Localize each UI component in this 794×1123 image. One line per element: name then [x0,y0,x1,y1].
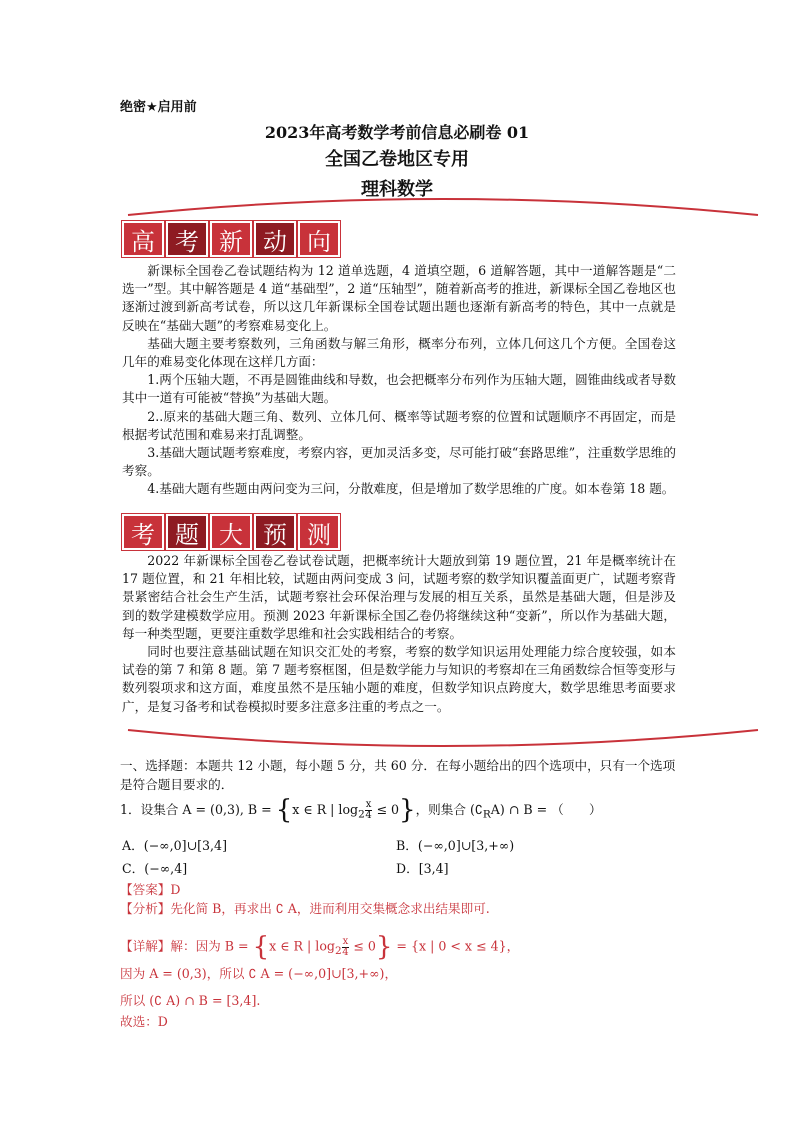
exam-title: 2023年高考数学考前信息必刷卷 01 [264,123,530,142]
fraction: $\frac{x}{4}$ [365,799,372,821]
detail-line-2: 因为 A = (0,3)，所以 ∁ A = (−∞,0]∪[3,+∞)， [120,966,398,981]
analysis-text: 先化简 B，再求出 ∁ A，进而利用交集概念求出结果即可. [170,901,490,916]
paragraph: 2..原来的基础大题三角、数列、立体几何、概率等试题考察的位置和试题顺序不再固定，而是根据考试范围和难易来打乱调整。 [122,408,676,442]
paragraph: 4.基础大题有些题由两问变为三问，分散难度，但是增加了数学思维的广度。如本卷第 18 题。 [147,481,675,497]
exam-region: 全国乙卷地区专用 [325,149,469,170]
banner-char: 考 [166,221,208,257]
banner-char: 预 [254,514,296,550]
trend-text [122,262,676,499]
paragraph: 新课标全国卷乙卷试题结构为 12 道单选题，4 道填空题，6 道解答题，其中一道解答题是“二选一”型。其中解答题是 4 道“基础型”，2 道“压轴型”，随着新高考的推进，新课标全国乙卷地区也逐渐过渡到新高考试卷，所以这几年新课标全国卷试题出题也逐渐有新高考的特色，其中一点就是反映在“基础大题”的考察难易变化上。 [122,263,676,333]
banner-predict [122,514,340,550]
banner-trend [122,221,340,257]
answer-block [120,880,490,918]
answer-label: 【答案】 [120,882,171,897]
banner-char: 新 [210,221,252,257]
option-c: C．(−∞,4] [122,861,188,876]
paragraph: 1.两个压轴大题，不再是圆锥曲线和导数，也会把概率分布列作为压轴大题，圆锥曲线或者导数其中一道有可能被“替换”为基础大题。 [122,372,676,406]
banner-char: 向 [298,221,340,257]
answer-value: D [170,882,181,897]
predict-text [122,552,676,716]
section-heading: 一、选择题：本题共 12 小题，每小题 5 分，共 60 分．在每小题给出的四个选项中，只有一个选项是符合题目要求的． [120,758,676,792]
paragraph: 2022 年新课标全国卷乙卷试卷试题，把概率统计大题放到第 19 题位置，21 年是概率统计在 17 题位置，和 21 年相比较，试题由两问变成 3 问，试题考察的数学知识覆盖面更广，试题考察背景紧密结合社会生产生活，试题考察社会环保治理与发展的相互关系，虽然是基础大题，但是涉及到的数学建模数学应用。预测 2023 年新课标全国乙卷仍将继续这种“变新”，所以作为基础大题，每一种类型题，更要注重数学思维和社会实践相结合的考察。 [122,553,676,641]
paragraph: 3.基础大题试题考察难度，考察内容，更加灵活多变，尽可能打破“套路思维”，注重数学思维的考察。 [122,445,676,479]
banner-char: 题 [166,514,208,550]
confidential-label: 绝密★启用前 [120,100,197,115]
paragraph: 基础大题主要考察数列，三角函数与解三角形，概率分布列，立体几何这几个方便。全国卷这几年的难易变化体现在这样几方面： [122,335,676,370]
banner-char: 测 [298,514,340,550]
fraction: $\frac{x}{4}$ [342,935,349,958]
banner-char: 考 [122,514,164,550]
paragraph: 同时也要注意基础试题在知识交汇处的考察，考察的数学知识运用处理能力综合度较强，如本试卷的第 7 和第 8 题。第 7 题考察框图，但是数学能力与知识的考察却在三角函数综合恒等变形与数列裂项求和这方面，难度虽然不是压轴小题的难度，但数学知识点跨度大，数学思维思考面要求广，是复习备考和试卷模拟时要多注意多注重的考点之一。 [122,644,676,714]
exam-subject: 理科数学 [361,179,433,200]
banner-char: 动 [254,221,296,257]
option-b: B．(−∞,0]∪[3,+∞) [396,838,515,853]
option-d: D．[3,4] [396,861,449,876]
detail-line-1: 【详解】解：因为 B = {x ∈ R | $\log_2$ $\frac{x}{4}$ ≤ 0} = {x | 0 < x ≤ 4}， [120,932,520,962]
question-1: 1．设集合 A = (0,3), B = {x ∈ R | $\log_2$ $\frac{x}{4}$ ≤ 0}，则集合 $(∁_RA)$ ∩ B = （ ） [120,795,602,825]
option-a: A．(−∞,0]∪[3,4] [122,838,227,853]
banner-char: 大 [210,514,252,550]
detail-line-4: 故选：D [120,1014,168,1029]
detail-line-3: 所以 (∁ A) ∩ B = [3,4]. [120,993,261,1008]
analysis-label: 【分析】 [120,901,171,916]
banner-char: 高 [122,221,164,257]
